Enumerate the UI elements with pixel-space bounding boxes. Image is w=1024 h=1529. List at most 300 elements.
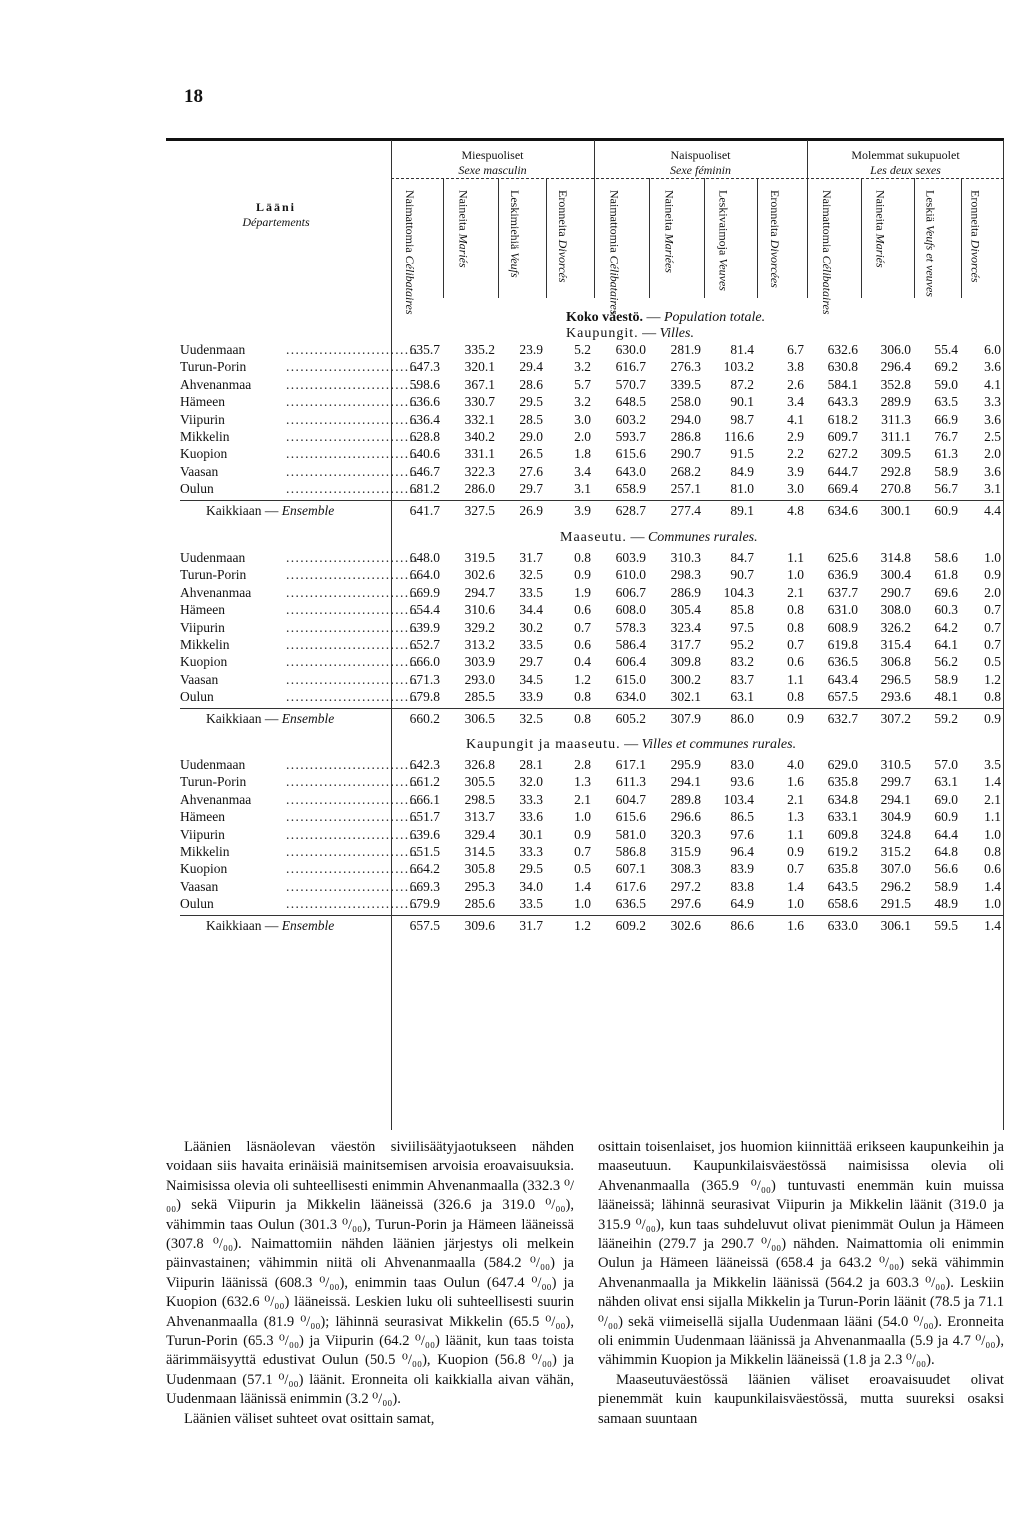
table-cell: 335.2: [464, 342, 495, 357]
table-cell: 2.9: [787, 429, 804, 444]
table-cell: 87.2: [730, 376, 754, 392]
table-cell: 609.2: [615, 917, 646, 933]
table-cell: 313.7: [464, 809, 495, 825]
table-cell: 643.5: [827, 878, 858, 894]
table-cell: 300.2: [670, 671, 701, 687]
table-cell: 31.7: [519, 550, 543, 565]
table-cell: 0.7: [984, 637, 1001, 652]
stub-header-fr: Départements: [242, 215, 310, 229]
table-cell: 326.2: [880, 619, 911, 635]
table-cell: 314.8: [880, 550, 911, 565]
table-cell: 1.3: [787, 809, 804, 825]
table-cell: 604.7: [615, 791, 646, 807]
table-cell: 633.0: [827, 917, 858, 933]
table-cell: 0.8: [574, 550, 591, 565]
region-name: Oulun: [180, 896, 214, 912]
table-cell: 86.6: [730, 917, 754, 933]
column-header-fr: Veufs et veuves: [923, 225, 938, 297]
table-cell: 637.7: [827, 584, 858, 600]
table-cell: 1.0: [984, 896, 1001, 912]
column-header-fr: Mariées: [662, 233, 677, 273]
region-name: Oulun: [180, 481, 214, 497]
table-cell: 648.0: [409, 550, 440, 565]
table-cell: 619.2: [827, 844, 858, 859]
table-cell: 0.8: [787, 689, 804, 705]
table-row: [166, 394, 1004, 411]
table-cell: 339.5: [670, 376, 701, 392]
leader-dots: . . . . . . . . . . . . . . . . . . . . . . . . . . . .: [286, 376, 417, 392]
table-cell: 310.5: [880, 757, 911, 772]
table-cell: 679.9: [409, 896, 440, 912]
table-cell: 95.2: [730, 637, 754, 652]
table-cell: 83.0: [730, 757, 754, 772]
group-title-fr: Sexe masculin: [458, 163, 527, 177]
column-header-fr: Veufs: [508, 252, 522, 278]
table-row: [166, 861, 1004, 878]
table-cell: 34.0: [519, 878, 543, 894]
table-cell: 1.1: [787, 671, 804, 687]
section-title-fr: Communes rurales.: [647, 530, 758, 545]
table-cell: 33.5: [519, 584, 543, 600]
table-cell: 285.5: [464, 689, 495, 705]
table-top-rule: [166, 138, 1004, 141]
table-cell: 5.2: [574, 342, 591, 357]
table-cell: 63.1: [730, 689, 754, 705]
table-cell: 636.6: [409, 394, 440, 410]
leader-dots: . . . . . . . . . . . . . . . . . . . . . . . . . . . .: [286, 342, 417, 357]
table-cell: 302.6: [464, 567, 495, 583]
table-cell: 654.4: [409, 602, 440, 618]
column-rule: [649, 178, 650, 298]
table-cell: 1.4: [984, 917, 1001, 933]
table-cell: 2.8: [574, 757, 591, 772]
table-cell: 4.1: [984, 376, 1001, 392]
table-cell: 0.9: [984, 567, 1001, 583]
table-cell: 6.7: [787, 342, 804, 357]
region-name: Oulun: [180, 689, 214, 705]
table-cell: 1.4: [574, 878, 591, 894]
column-rule: [861, 178, 862, 298]
column-header-fi: Eronneita: [968, 190, 983, 237]
region-name: Vaasan: [180, 878, 219, 894]
table-cell: 313.2: [464, 637, 495, 652]
table-cell: 319.5: [464, 550, 495, 565]
section-title-fr: Population totale.: [664, 310, 766, 325]
table-cell: 61.8: [934, 567, 958, 583]
table-cell: 58.9: [934, 463, 958, 479]
table-cell: 290.7: [670, 446, 701, 462]
table-cell: 1.6: [787, 774, 804, 790]
table-cell: 3.6: [984, 411, 1001, 427]
table-cell: 66.9: [934, 411, 958, 427]
table-cell: 270.8: [880, 481, 911, 497]
table-cell: 615.6: [615, 809, 646, 825]
leader-dots: . . . . . . . . . . . . . . . . . . . . . . . . . . . .: [286, 602, 417, 618]
leader-dots: . . . . . . . . . . . . . . . . . . . . . . . . . . . .: [286, 411, 417, 427]
total-label-fi: Kaikkiaan —: [206, 710, 279, 726]
table-cell: 3.1: [574, 481, 591, 497]
column-header-fi: Naineita: [873, 190, 888, 231]
leader-dots: . . . . . . . . . . . . . . . . . . . . . . . . . . . .: [286, 809, 417, 825]
table-cell: 646.7: [409, 463, 440, 479]
table-cell: 81.4: [730, 342, 754, 357]
table-cell: 619.8: [827, 637, 858, 652]
section-title-sep: —: [620, 737, 642, 752]
group-title-fi: Molemmat sukupuolet: [851, 148, 960, 162]
body-text-left: [166, 1138, 574, 1429]
table-cell: 307.2: [880, 710, 911, 726]
table-cell: 1.1: [787, 826, 804, 842]
table-cell: 64.4: [934, 826, 958, 842]
table-cell: 98.7: [730, 411, 754, 427]
table-cell: 0.7: [984, 619, 1001, 635]
table-cell: 608.0: [615, 602, 646, 618]
table-cell: 570.7: [615, 376, 646, 392]
table-cell: 309.5: [880, 446, 911, 462]
table-cell: 661.2: [409, 774, 440, 790]
table-cell: 664.2: [409, 861, 440, 877]
total-rule: [180, 500, 1004, 501]
table-cell: 3.4: [787, 394, 804, 410]
table-cell: 636.4: [409, 411, 440, 427]
group-title-fr: Les deux sexes: [870, 163, 941, 177]
table-cell: 298.3: [670, 567, 701, 583]
table-row: [166, 792, 1004, 809]
table-cell: 598.6: [409, 376, 440, 392]
table-cell: 289.8: [670, 791, 701, 807]
table-cell: 0.5: [984, 654, 1001, 670]
table-cell: 60.9: [934, 809, 958, 825]
table-cell: 605.2: [615, 710, 646, 726]
table-cell: 83.2: [730, 654, 754, 670]
table-cell: 1.4: [984, 878, 1001, 894]
table-row: [166, 481, 1004, 498]
column-rule: [704, 178, 705, 298]
table-cell: 0.9: [574, 567, 591, 583]
table-cell: 618.2: [827, 411, 858, 427]
column-header-fr: Célibataires: [403, 255, 417, 315]
column-header: [768, 190, 782, 290]
region-name: Uudenmaan: [180, 550, 246, 565]
table-cell: 298.5: [464, 791, 495, 807]
table-cell: 632.7: [827, 710, 858, 726]
group-header-rule: [391, 178, 1004, 179]
table-cell: 1.6: [787, 917, 804, 933]
table-cell: 3.0: [574, 411, 591, 427]
region-name: Uudenmaan: [180, 342, 246, 357]
table-cell: 5.7: [574, 376, 591, 392]
table-cell: 276.3: [670, 359, 701, 375]
column-rule: [443, 178, 444, 298]
table-cell: 4.1: [787, 411, 804, 427]
table-cell: 2.2: [787, 446, 804, 462]
column-header-fr: Divorcés: [968, 239, 983, 283]
table-cell: 610.0: [615, 567, 646, 583]
table-cell: 61.3: [934, 446, 958, 462]
table-row: [166, 446, 1004, 463]
column-header-fr: Mariés: [456, 233, 471, 268]
table-cell: 310.6: [464, 602, 495, 618]
section-title-main: Maaseutu.: [560, 530, 627, 545]
table-row: [166, 567, 1004, 584]
section-title-fr: Villes et communes rurales.: [641, 737, 797, 752]
table-cell: 308.3: [670, 861, 701, 877]
table-cell: 294.0: [670, 411, 701, 427]
table-cell: 658.6: [827, 896, 858, 912]
table-cell: 69.2: [934, 359, 958, 375]
table-cell: 64.9: [730, 896, 754, 912]
table-cell: 326.8: [464, 757, 495, 772]
table-cell: 584.1: [827, 376, 858, 392]
leader-dots: . . . . . . . . . . . . . . . . . . . . . . . . . . . .: [286, 774, 417, 790]
table-cell: 609.8: [827, 826, 858, 842]
table-cell: 302.1: [670, 689, 701, 705]
table-cell: 0.9: [787, 844, 804, 859]
table-row: [166, 827, 1004, 844]
table-cell: 64.2: [934, 619, 958, 635]
table-cell: 29.0: [519, 429, 543, 444]
region-name: Uudenmaan: [180, 757, 246, 772]
table-cell: 297.2: [670, 878, 701, 894]
table-cell: 2.0: [984, 584, 1001, 600]
table-cell: 3.1: [984, 481, 1001, 497]
leader-dots: . . . . . . . . . . . . . . . . . . . . . . . . . . . .: [286, 619, 417, 635]
table-cell: 103.4: [723, 791, 754, 807]
leader-dots: . . . . . . . . . . . . . . . . . . . . . . . . . . . .: [286, 689, 417, 705]
leader-dots: . . . . . . . . . . . . . . . . . . . . . . . . . . . .: [286, 584, 417, 600]
region-name: Hämeen: [180, 809, 225, 825]
column-header-fi: Leskivaimoja: [716, 190, 731, 256]
table-cell: 634.6: [827, 502, 858, 518]
table-cell: 63.5: [934, 394, 958, 410]
group-title-fi: Naispuoliset: [670, 148, 731, 162]
column-header-fr: Mariés: [873, 233, 888, 268]
stub-header: [166, 200, 386, 230]
table-cell: 2.6: [787, 376, 804, 392]
table-cell: 642.3: [409, 757, 440, 772]
column-header-fr: Célibataires: [820, 255, 834, 315]
table-cell: 586.8: [615, 844, 646, 859]
table-cell: 295.3: [464, 878, 495, 894]
table-cell: 28.1: [519, 757, 543, 772]
column-header: [403, 190, 417, 315]
table-cell: 0.7: [787, 637, 804, 652]
body-text-right: [598, 1138, 1004, 1429]
table-cell: 1.0: [574, 896, 591, 912]
region-name: [206, 711, 334, 727]
table-cell: 647.3: [409, 359, 440, 375]
leader-dots: . . . . . . . . . . . . . . . . . . . . . . . . . . . .: [286, 463, 417, 479]
table-cell: 64.8: [934, 844, 958, 859]
table-cell: 0.8: [984, 844, 1001, 859]
paragraph: osittain toisenlaiset, jos huomion kiinnittää erikseen kaupunkeihin ja maaseutuun. Kaupunkilaisväestössä naimisissa olevia oli Ahvenanmaalla (365.9 ⁰/₀₀) tuntuvasti enemmän kuin muissa lääneissä; lähinnä seurasivat Viipurin ja Mikkelin läänit (319.0 ja 315.9 ⁰/₀₀), kun taas suhdeluvut olivat pienimmät Oulun ja Hämeen lääneihin (279.7 ja 290.7 ⁰/₀₀) nähden. Naimattomia oli enimmin Oulun ja Hämeen lääneissä (658.4 ja 643.2 ⁰/₀₀) sekä vähimmin Ahvenanmaalla ja Mikkelin läänissä (564.2 ja 603.3 ⁰/₀₀). Leskiin nähden olivat ensi sijalla Mikkelin ja Turun-Porin läänit (78.5 ja 71.1 ⁰/₀₀) sekä viimeisellä sijalla Uudenmaan lääni (54.0 ⁰/₀₀). Eronneita oli enimmin Uudenmaan läänissä ja Ahvenanmaalla (5.9 ja 4.7 ⁰/₀₀), vähimmin Kuopion ja Mikkelin lääneissä (1.8 ja 2.3 ⁰/₀₀).: [598, 1139, 1004, 1369]
table-cell: 0.6: [984, 861, 1001, 877]
table-cell: 4.0: [787, 757, 804, 772]
region-name: Mikkelin: [180, 637, 230, 652]
table-cell: 2.5: [984, 429, 1001, 444]
table-cell: 307.9: [670, 710, 701, 726]
table-cell: 33.5: [519, 896, 543, 912]
table-cell: 296.5: [880, 671, 911, 687]
table-cell: 617.6: [615, 878, 646, 894]
leader-dots: . . . . . . . . . . . . . . . . . . . . . . . . . . . .: [286, 429, 417, 444]
table-cell: 329.4: [464, 826, 495, 842]
table-cell: 31.7: [519, 917, 543, 933]
table-cell: 2.1: [787, 584, 804, 600]
table-cell: 268.2: [670, 463, 701, 479]
table-cell: 658.9: [615, 481, 646, 497]
table-cell: 607.1: [615, 861, 646, 877]
table-cell: 340.2: [464, 429, 495, 444]
table-cell: 2.0: [574, 429, 591, 444]
paragraph: Läänien läsnäolevan väestön siviilisäätyjaotukseen nähden voidaan siis havaita erinäisiä mainitsemisen arvoisia eroavaisuuksia. Naimisissa olevia oli suhteellisesti enimmin Ahvenanmaalla (332.3 ⁰/₀₀) sekä Viipurin ja Mikkelin lääneissä (326.6 ja 319.0 ⁰/₀₀), vähimmin taas Oulun (301.3 ⁰/₀₀), Turun-Porin ja Hämeen lääneissä (307.8 ⁰/₀₀). Naimattomiin nähden läänien järjestys oli melkein päinvastainen; vähimmin niitä oli Ahvenanmaalla (584.2 ⁰/₀₀) ja Viipurin läänissä (608.3 ⁰/₀₀), enimmin taas Oulun (647.4 ⁰/₀₀) ja Kuopion (632.6 ⁰/₀₀) lääneissä. Leskien luku oli suhteellisesti suurin Ahvenanmaalla (81.9 ⁰/₀₀); lähinnä seurasivat Mikkelin (65.5 ⁰/₀₀), Turun-Porin (65.3 ⁰/₀₀) ja Viipurin (64.2 ⁰/₀₀) läänit, kun taas toista äärimmäisyyttä edustivat Oulun (50.5 ⁰/₀₀), Kuopion (56.8 ⁰/₀₀) ja Uudenmaan (57.1 ⁰/₀₀) läänit. Eronneita oli kaikkialla aivan vähän, Uudenmaan läänissä enimmin (3.2 ⁰/₀₀).: [166, 1139, 574, 1408]
table-cell: 83.7: [730, 671, 754, 687]
table-cell: 83.9: [730, 861, 754, 877]
table-cell: 0.4: [574, 654, 591, 670]
table-cell: 2.1: [984, 791, 1001, 807]
column-header-fi: Leskimiehiä: [508, 190, 522, 250]
table-cell: 3.8: [787, 359, 804, 375]
table-cell: 60.3: [934, 602, 958, 618]
region-name: [206, 503, 334, 519]
table-cell: 628.8: [409, 429, 440, 444]
table-cell: 48.1: [934, 689, 958, 705]
table-row: [166, 359, 1004, 376]
table-cell: 651.7: [409, 809, 440, 825]
region-name: Turun-Porin: [180, 567, 247, 583]
table-row: [166, 637, 1004, 654]
table-cell: 23.9: [519, 342, 543, 357]
group-title-fi: Miespuoliset: [461, 148, 524, 162]
table-cell: 55.4: [934, 342, 958, 357]
table-cell: 2.0: [984, 446, 1001, 462]
table-cell: 603.2: [615, 411, 646, 427]
table-cell: 634.8: [827, 791, 858, 807]
leader-dots: . . . . . . . . . . . . . . . . . . . . . . . . . . . .: [286, 567, 417, 583]
region-name: Turun-Porin: [180, 774, 247, 790]
table-cell: 586.4: [615, 637, 646, 652]
leader-dots: . . . . . . . . . . . . . . . . . . . . . . . . . . . .: [286, 861, 417, 877]
column-header-fi: Naineita: [456, 190, 471, 231]
table-cell: 0.8: [574, 710, 591, 726]
table-cell: 3.5: [984, 757, 1001, 772]
table-cell: 307.0: [880, 861, 911, 877]
table-cell: 308.0: [880, 602, 911, 618]
table-cell: 26.5: [519, 446, 543, 462]
table-cell: 3.3: [984, 394, 1001, 410]
table-cell: 277.4: [670, 502, 701, 518]
table-cell: 633.1: [827, 809, 858, 825]
region-name: Vaasan: [180, 463, 219, 479]
table-cell: 0.6: [787, 654, 804, 670]
table-cell: 104.3: [723, 584, 754, 600]
table-cell: 28.6: [519, 376, 543, 392]
section-subtitle-fi: Kaupungit.: [566, 326, 639, 341]
table-cell: 306.8: [880, 654, 911, 670]
table-cell: 2.1: [787, 791, 804, 807]
table-cell: 4.4: [984, 502, 1001, 518]
column-header: [717, 190, 731, 290]
table-cell: 305.5: [464, 774, 495, 790]
table-cell: 669.4: [827, 481, 858, 497]
table-cell: 1.4: [984, 774, 1001, 790]
table-cell: 59.2: [934, 710, 958, 726]
column-header-fr: Divorcés: [556, 239, 570, 283]
table-cell: 294.1: [670, 774, 701, 790]
table-cell: 3.6: [984, 463, 1001, 479]
total-label-fr: Ensemble: [281, 502, 335, 518]
region-name: Viipurin: [180, 411, 225, 427]
table-cell: 324.8: [880, 826, 911, 842]
column-rule: [546, 178, 547, 298]
table-cell: 297.6: [670, 896, 701, 912]
table-cell: 6.0: [984, 342, 1001, 357]
table-cell: 615.6: [615, 446, 646, 462]
column-header-fr: Célibataires: [607, 255, 622, 315]
table-cell: 96.4: [730, 844, 754, 859]
column-header-fi: Naimattomia: [607, 190, 622, 253]
column-rule: [757, 178, 758, 298]
table-cell: 85.8: [730, 602, 754, 618]
table-cell: 294.1: [880, 791, 911, 807]
total-label-fr: Ensemble: [281, 917, 335, 933]
table-cell: 627.2: [827, 446, 858, 462]
column-group-header: [807, 148, 1004, 178]
table-row: [166, 896, 1004, 913]
leader-dots: . . . . . . . . . . . . . . . . . . . . . . . . . . . .: [286, 791, 417, 807]
table-cell: 327.5: [464, 502, 495, 518]
table-cell: 286.0: [464, 481, 495, 497]
leader-dots: . . . . . . . . . . . . . . . . . . . . . . . . . . . .: [286, 878, 417, 894]
table-cell: 295.9: [670, 757, 701, 772]
section-title: [560, 530, 758, 546]
table-cell: 1.9: [574, 584, 591, 600]
table-cell: 84.9: [730, 463, 754, 479]
total-rule: [180, 915, 1004, 916]
leader-dots: . . . . . . . . . . . . . . . . . . . . . . . . . . . .: [286, 671, 417, 687]
table-cell: 630.8: [827, 359, 858, 375]
table-cell: 0.5: [574, 861, 591, 877]
column-group-header: [391, 148, 594, 178]
table-row: [166, 585, 1004, 602]
group-title-fr: Sexe féminin: [670, 163, 731, 177]
table-cell: 1.0: [574, 809, 591, 825]
table-cell: 635.8: [827, 774, 858, 790]
table-cell: 643.4: [827, 671, 858, 687]
table-cell: 60.9: [934, 502, 958, 518]
table-row: [166, 342, 1004, 359]
table-cell: 1.2: [984, 671, 1001, 687]
table-cell: 299.7: [880, 774, 911, 790]
table-cell: 616.7: [615, 359, 646, 375]
table-cell: 32.5: [519, 710, 543, 726]
table-cell: 311.1: [881, 429, 911, 444]
paragraph: Maaseutuväestössä läänien väliset eroavaisuudet olivat pienemmät kuin kaupunkilaisväestössä, mutta suureksi osaksi samaan suuntaan: [598, 1371, 1004, 1427]
table-cell: 63.1: [934, 774, 958, 790]
table-cell: 615.0: [615, 671, 646, 687]
table-cell: 578.3: [615, 619, 646, 635]
table-cell: 89.1: [730, 502, 754, 518]
table-cell: 76.7: [934, 429, 958, 444]
table-cell: 635.8: [827, 861, 858, 877]
table-cell: 628.7: [615, 502, 646, 518]
column-header-fi: Naimattomia: [820, 190, 834, 253]
table-cell: 33.3: [519, 844, 543, 859]
table-row: [166, 774, 1004, 791]
section-subtitle: [566, 326, 694, 342]
table-cell: 32.5: [519, 567, 543, 583]
table-cell: 29.7: [519, 481, 543, 497]
